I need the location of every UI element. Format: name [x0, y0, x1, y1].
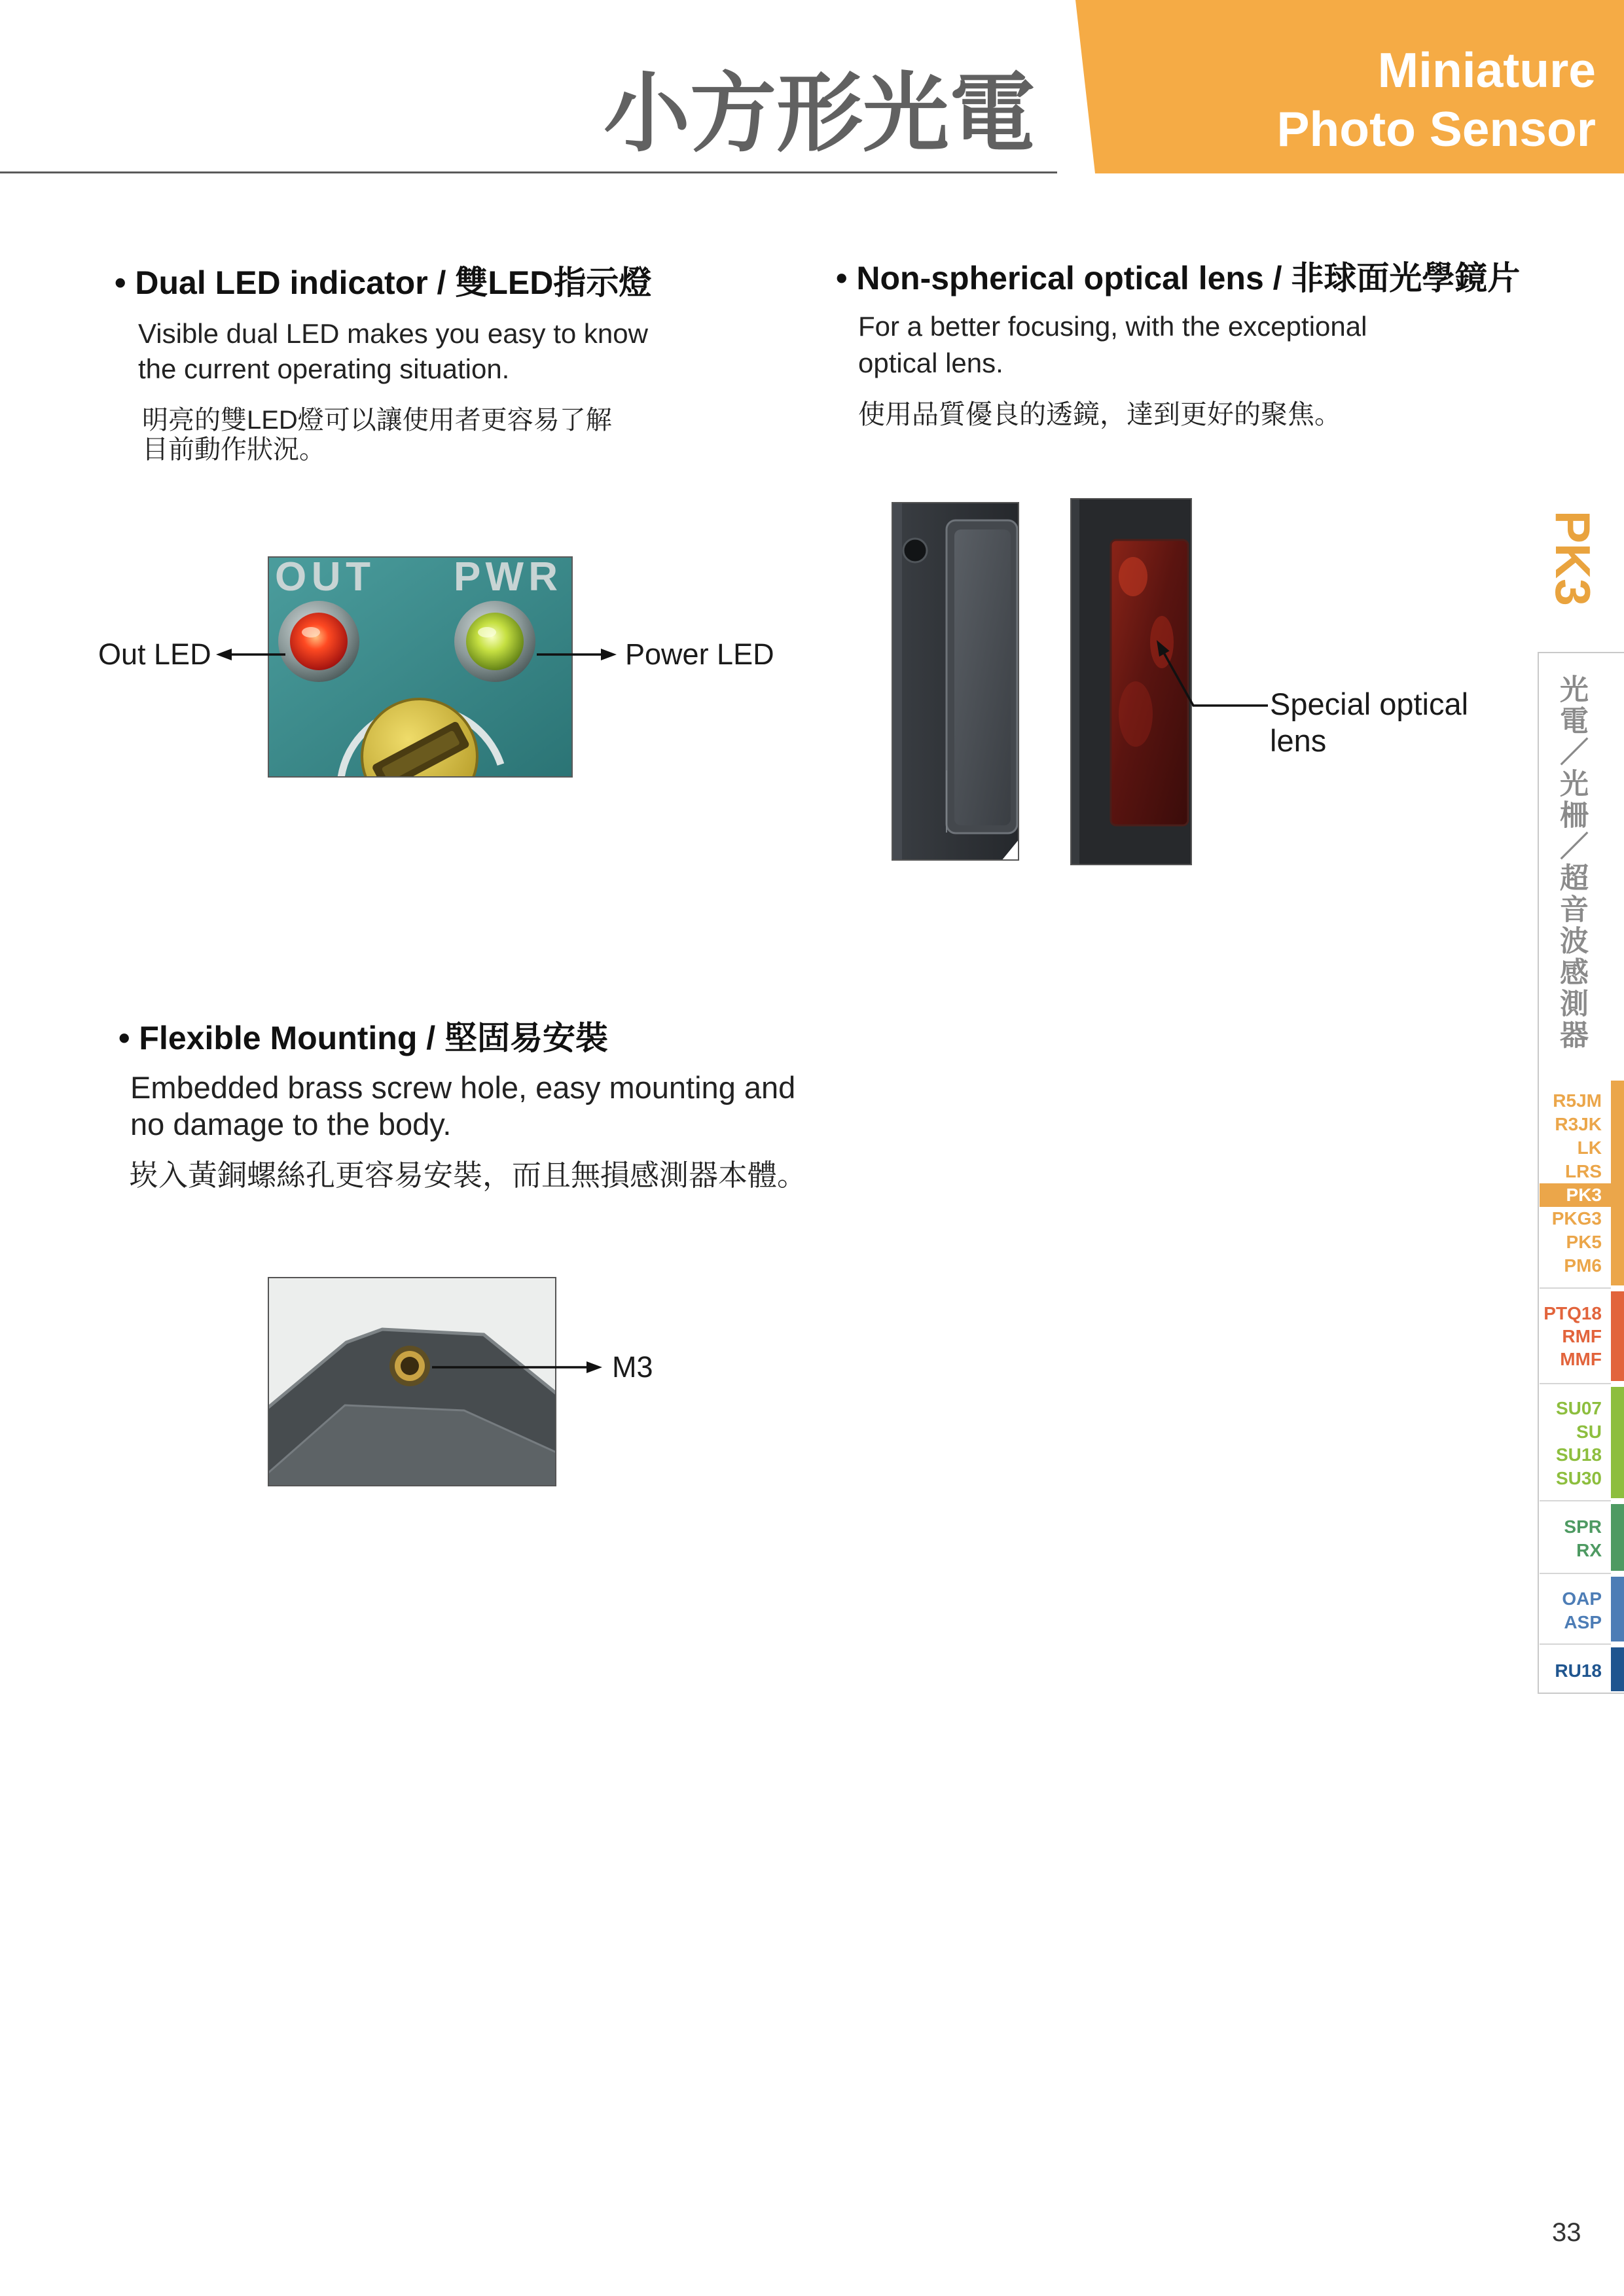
tab-item-su[interactable]: SU [1576, 1421, 1602, 1442]
tab-separator [1540, 1500, 1611, 1501]
tab-item-lk[interactable]: LK [1577, 1138, 1602, 1158]
led-photo-out-label: OUT [275, 556, 370, 600]
tab-item-ru18[interactable]: RU18 [1555, 1660, 1602, 1681]
arrow-left-icon [216, 645, 285, 664]
page-number: 33 [1552, 2218, 1581, 2247]
text-line: For a better focusing, with the exceptional [858, 311, 1367, 342]
tab-item-asp[interactable]: ASP [1564, 1612, 1602, 1632]
mounting-hole-photo [268, 1277, 556, 1486]
tab-group-spr-rx [1540, 1504, 1624, 1571]
model-tab-label: PK3 [1545, 511, 1600, 606]
text-line: Embedded brass screw hole, easy mounting and [130, 1070, 796, 1105]
feature-description-dual-led-en [138, 316, 648, 387]
tab-item-pk5[interactable]: PK5 [1566, 1232, 1602, 1252]
tab-item-pkg3[interactable]: PKG3 [1551, 1208, 1602, 1229]
feature-heading-lens: • Non-spherical optical lens / 非球面光學鏡片 [836, 260, 1521, 296]
tab-item-oap[interactable]: OAP [1562, 1588, 1602, 1609]
page-title: 小方形光電 [604, 65, 1036, 162]
tab-item-ptq18[interactable]: PTQ18 [1543, 1303, 1602, 1323]
green-led-icon [454, 601, 535, 682]
tab-item-r3jk[interactable]: R3JK [1555, 1114, 1602, 1134]
callout-special-optical-lens [1270, 686, 1468, 759]
led-indicator-photo [268, 556, 573, 778]
feature-description-lens-en [858, 308, 1367, 382]
tab-group-color-bar [1611, 1647, 1624, 1691]
category-label: 光電／光柵／超音波感測器 [1555, 674, 1587, 1051]
tab-item-su30[interactable]: SU30 [1555, 1467, 1602, 1488]
arrow-right-icon [537, 645, 617, 664]
header-subtitle-line-1: Miniature [1377, 43, 1596, 98]
led-photo-pwr-label: PWR [454, 556, 558, 600]
text-line: lens [1270, 723, 1327, 758]
callout-power-led: Power LED [625, 637, 774, 671]
tab-item-lrs[interactable]: LRS [1565, 1161, 1602, 1181]
feature-description-dual-led-zh [142, 406, 612, 465]
feature-heading-mounting: • Flexible Mounting / 堅固易安裝 [118, 1020, 609, 1056]
text-line: 目前動作狀況。 [142, 435, 325, 464]
tab-group-fiber [1540, 1291, 1624, 1381]
tab-group-color-bar [1611, 1387, 1624, 1498]
header-english-title [1138, 41, 1596, 158]
tab-item-spr[interactable]: SPR [1564, 1516, 1602, 1537]
text-line: optical lens. [858, 348, 1003, 378]
tab-group-color-bar [1611, 1504, 1624, 1571]
header-subtitle-line-2: Photo Sensor [1276, 101, 1596, 156]
feature-description-lens-zh: 使用品質優良的透鏡，達到更好的聚焦。 [858, 399, 1341, 429]
tab-separator [1540, 1573, 1611, 1574]
tab-item-su18[interactable]: SU18 [1555, 1444, 1602, 1465]
tab-item-rx[interactable]: RX [1576, 1540, 1602, 1560]
callout-m3: M3 [612, 1350, 653, 1384]
tab-group-color-bar [1611, 1081, 1624, 1285]
tab-group-color-bar [1611, 1291, 1624, 1381]
brass-screw-hole-icon [389, 1346, 430, 1386]
tab-item-pk3[interactable]: PK3 [1540, 1183, 1611, 1207]
tab-group-ru18 [1540, 1647, 1624, 1691]
tab-group-photoelectric [1540, 1081, 1624, 1285]
tab-group-oap-asp [1540, 1577, 1624, 1641]
text-line: 明亮的雙LED燈可以讓使用者更容易了解 [142, 406, 612, 435]
sensor-side-photo [892, 502, 1019, 861]
feature-description-mounting-en [130, 1069, 795, 1143]
tab-separator [1540, 1287, 1611, 1289]
text-line: Special optical [1270, 687, 1469, 721]
red-led-icon [278, 601, 359, 682]
text-line: Visible dual LED makes you easy to know [138, 318, 648, 349]
tab-separator [1540, 1383, 1611, 1384]
arrow-right-icon [432, 1357, 602, 1377]
tab-separator [1540, 1643, 1611, 1645]
callout-out-led: Out LED [98, 637, 211, 671]
tab-item-r5jm[interactable]: R5JM [1553, 1090, 1602, 1111]
text-line: the current operating situation. [138, 353, 510, 384]
tab-item-rmf[interactable]: RMF [1562, 1326, 1602, 1346]
feature-heading-dual-led: • Dual LED indicator / 雙LED指示燈 [115, 264, 652, 301]
tab-item-mmf[interactable]: MMF [1560, 1349, 1602, 1369]
header-divider [0, 171, 1057, 173]
tab-item-pm6[interactable]: PM6 [1564, 1255, 1602, 1276]
arrow-pointer-icon [1152, 635, 1270, 710]
feature-description-mounting-zh: 崁入黃銅螺絲孔更容易安裝，而且無損感測器本體。 [129, 1158, 807, 1192]
tab-group-ultrasonic [1540, 1387, 1624, 1498]
tab-group-color-bar [1611, 1577, 1624, 1641]
tab-item-su07[interactable]: SU07 [1555, 1398, 1602, 1418]
text-line: no damage to the body. [130, 1107, 452, 1141]
